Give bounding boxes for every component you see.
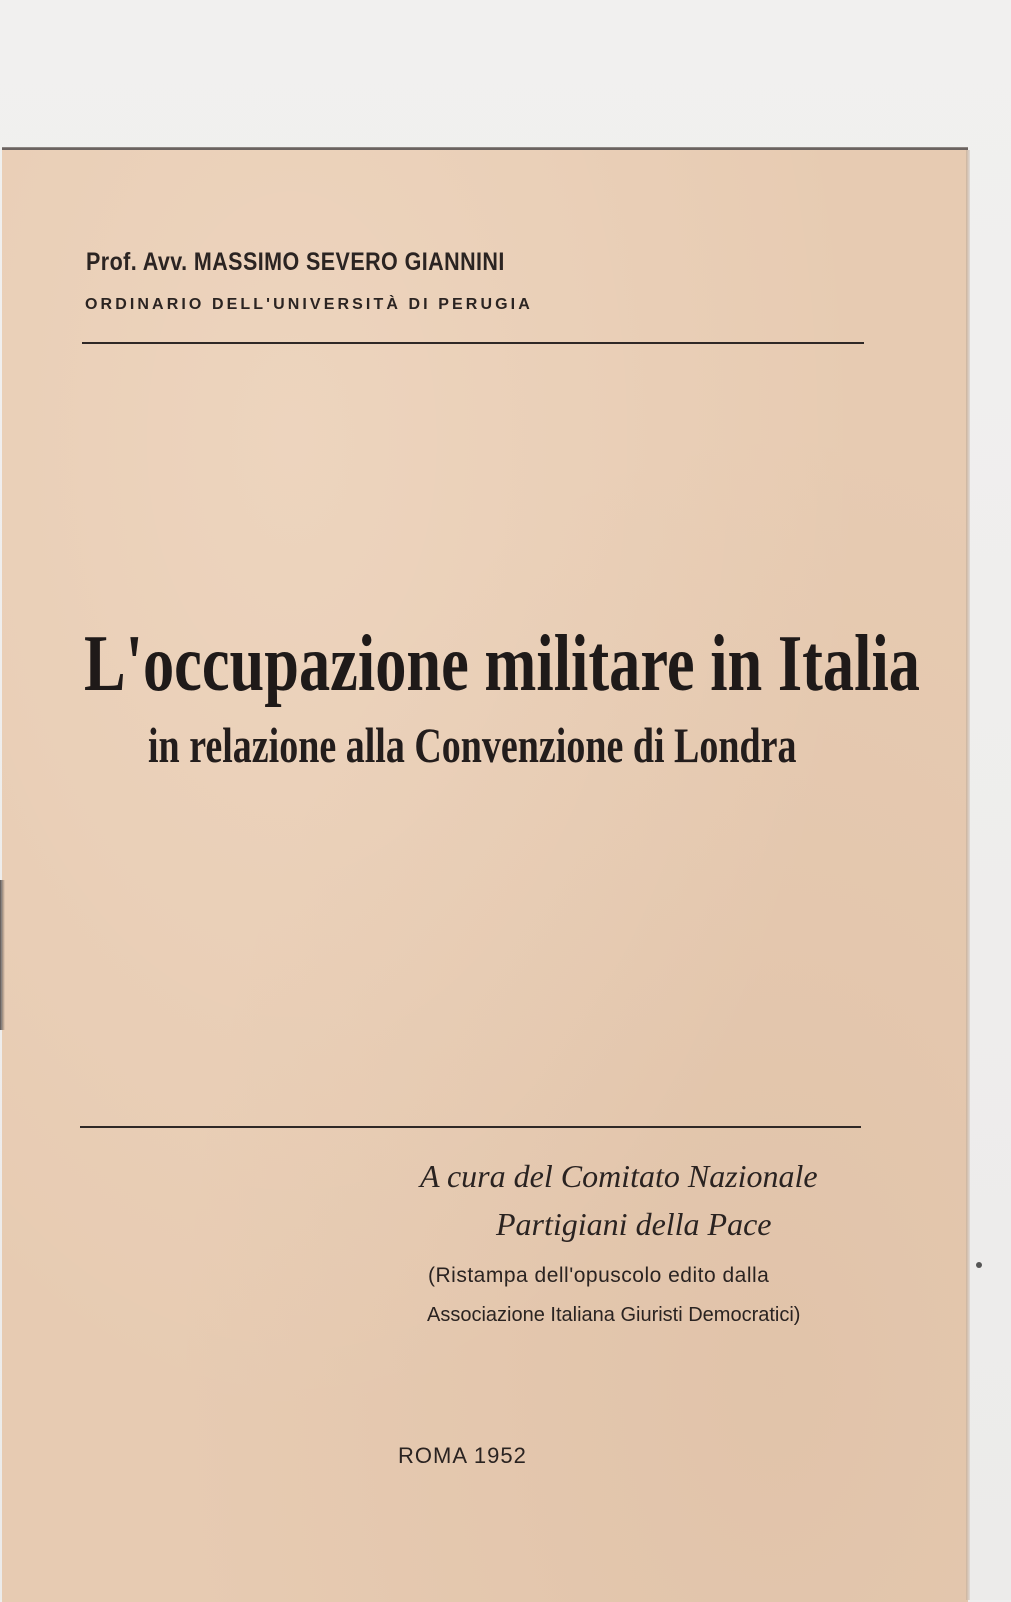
author-affiliation: ORDINARIO DELL'UNIVERSITÀ DI PERUGIA [85,296,533,313]
booklet-subtitle: in relazione alla Convenzione di Londra [148,717,797,773]
place-and-year: ROMA 1952 [398,1443,527,1468]
top-divider [82,342,864,344]
author-name: Prof. Avv. MASSIMO SEVERO GIANNINI [86,248,505,276]
booklet-cover [2,148,968,1602]
spine-shadow [0,880,5,1030]
curator-credit-line1: A cura del Comitato Nazionale [420,1158,818,1194]
reprint-note-line1: (Ristampa dell'opuscolo edito dalla [428,1264,770,1287]
dust-speck [976,1262,982,1268]
curator-credit-line2: Partigiani della Pace [496,1206,772,1242]
reprint-note-line2: Associazione Italiana Giuristi Democratici) [427,1304,801,1326]
bottom-divider [80,1126,861,1128]
cover-edge [966,150,970,1600]
booklet-title: L'occupazione militare in Italia [84,620,921,708]
